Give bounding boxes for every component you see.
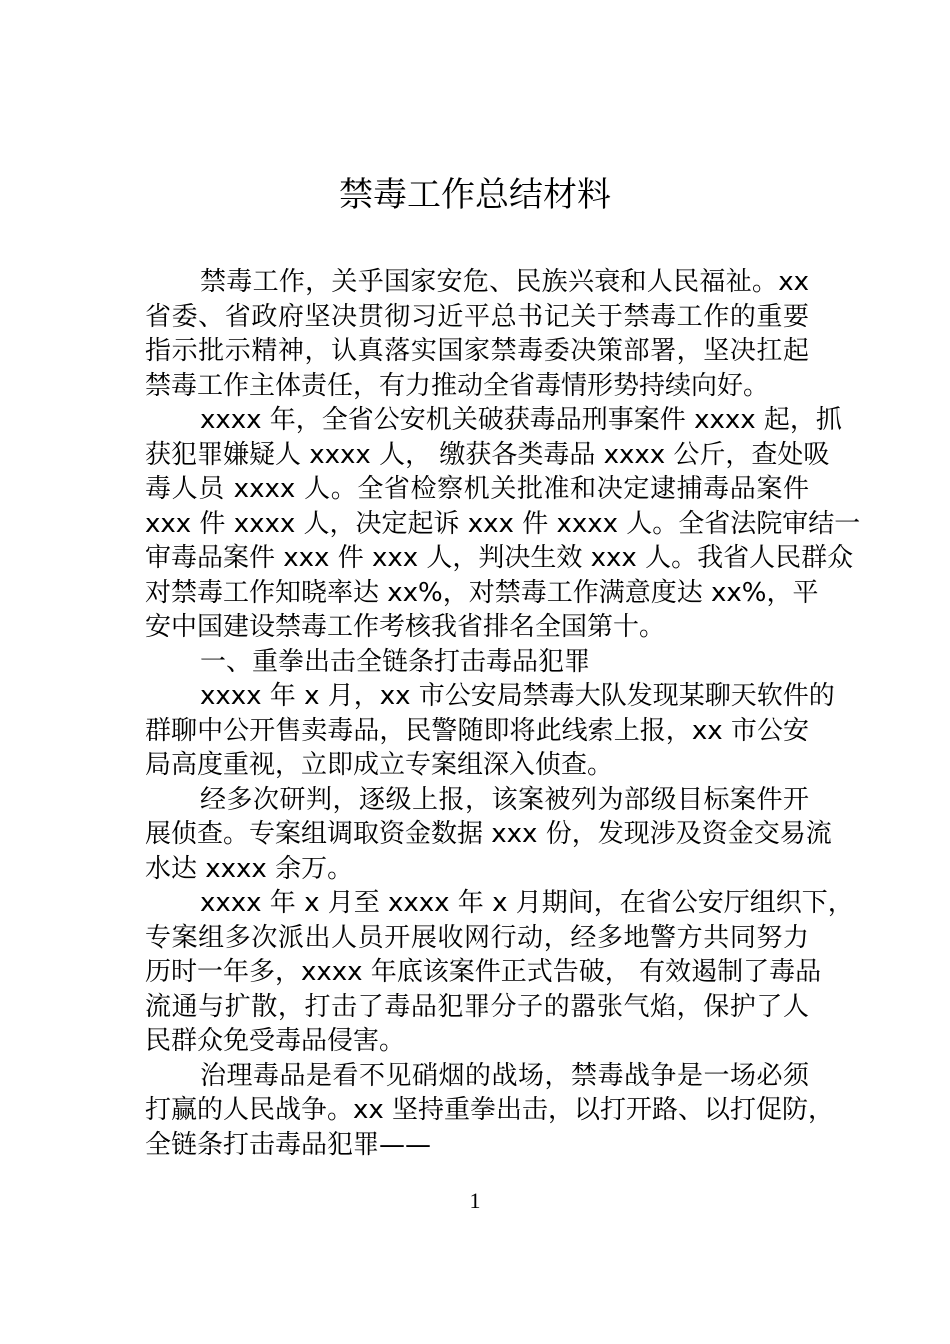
text-line: 水达 xxxx 余万。 [145, 853, 354, 884]
text-line: 历时一年多，xxxx 年底该案件正式告破， 有效遏制了毒品 [145, 957, 822, 987]
text-line: 流通与扩散，打击了毒品犯罪分子的嚣张气焰，保护了人 [145, 991, 809, 1022]
text-line: 全链条打击毒品犯罪—— [145, 1129, 432, 1160]
text-line: 禁毒工作主体责任，有力推动全省毒情形势持续向好。 [145, 370, 770, 401]
text-line: 经多次研判，逐级上报，该案被列为部级目标案件开 [200, 784, 809, 815]
text-line: 打赢的人民战争。xx 坚持重拳出击，以打开路、以打促防， [145, 1095, 835, 1125]
page-number: 1 [469, 1188, 481, 1213]
text-line: 指示批示精神，认真落实国家禁毒委决策部署，坚决扛起 [145, 336, 809, 366]
text-line: 局高度重视，立即成立专案组深入侦查。 [145, 750, 614, 780]
text-line: 审毒品案件 xxx 件 xxx 人，判决生效 xxx 人。我省人民群众 [145, 543, 854, 573]
text-line: 专案组多次派出人员开展收网行动，经多地警方共同努力 [145, 922, 809, 953]
text-line: 禁毒工作，关乎国家安危、民族兴衰和人民福祉。xx [200, 267, 809, 297]
paragraph [145, 679, 835, 783]
section-heading [145, 645, 809, 680]
text-line: 一、重拳出击全链条打击毒品犯罪 [200, 646, 591, 677]
paragraph [145, 783, 832, 887]
text-line: 省委、省政府坚决贯彻习近平总书记关于禁毒工作的重要 [145, 301, 809, 332]
text-line: 安中国建设禁毒工作考核我省排名全国第十。 [145, 612, 666, 642]
text-line: 展侦查。专案组调取资金数据 xxx 份，发现涉及资金交易流 [145, 819, 832, 849]
paragraph [145, 265, 809, 403]
document-body [145, 265, 861, 1162]
document-title: 禁毒工作总结材料 [339, 175, 611, 215]
text-line: xxx 件 xxxx 人，决定起诉 xxx 件 xxxx 人。全省法院审结一 [145, 508, 861, 539]
text-line: xxxx 年 x 月至 xxxx 年 x 月期间，在省公安厅组织下， [200, 888, 854, 918]
text-line: 群聊中公开售卖毒品，民警随即将此线索上报，xx 市公安 [145, 715, 809, 746]
text-line: xxxx 年，全省公安机关破获毒品刑事案件 xxxx 起，抓 [200, 405, 842, 435]
text-line: 获犯罪嫌疑人 xxxx 人， 缴获各类毒品 xxxx 公斤，查处吸 [145, 439, 830, 470]
text-line: 毒人员 xxxx 人。全省检察机关批准和决定逮捕毒品案件 [145, 474, 809, 504]
text-line: 对禁毒工作知晓率达 xx%，对禁毒工作满意度达 xx%，平 [145, 577, 819, 608]
text-line: 民群众免受毒品侵害。 [145, 1026, 406, 1056]
text-line: xxxx 年 x 月，xx 市公安局禁毒大队发现某聊天软件的 [200, 681, 835, 711]
text-line: 治理毒品是看不见硝烟的战场，禁毒战争是一场必须 [200, 1060, 809, 1091]
paragraph [145, 886, 854, 1059]
paragraph [145, 1059, 835, 1163]
paragraph [145, 403, 861, 645]
